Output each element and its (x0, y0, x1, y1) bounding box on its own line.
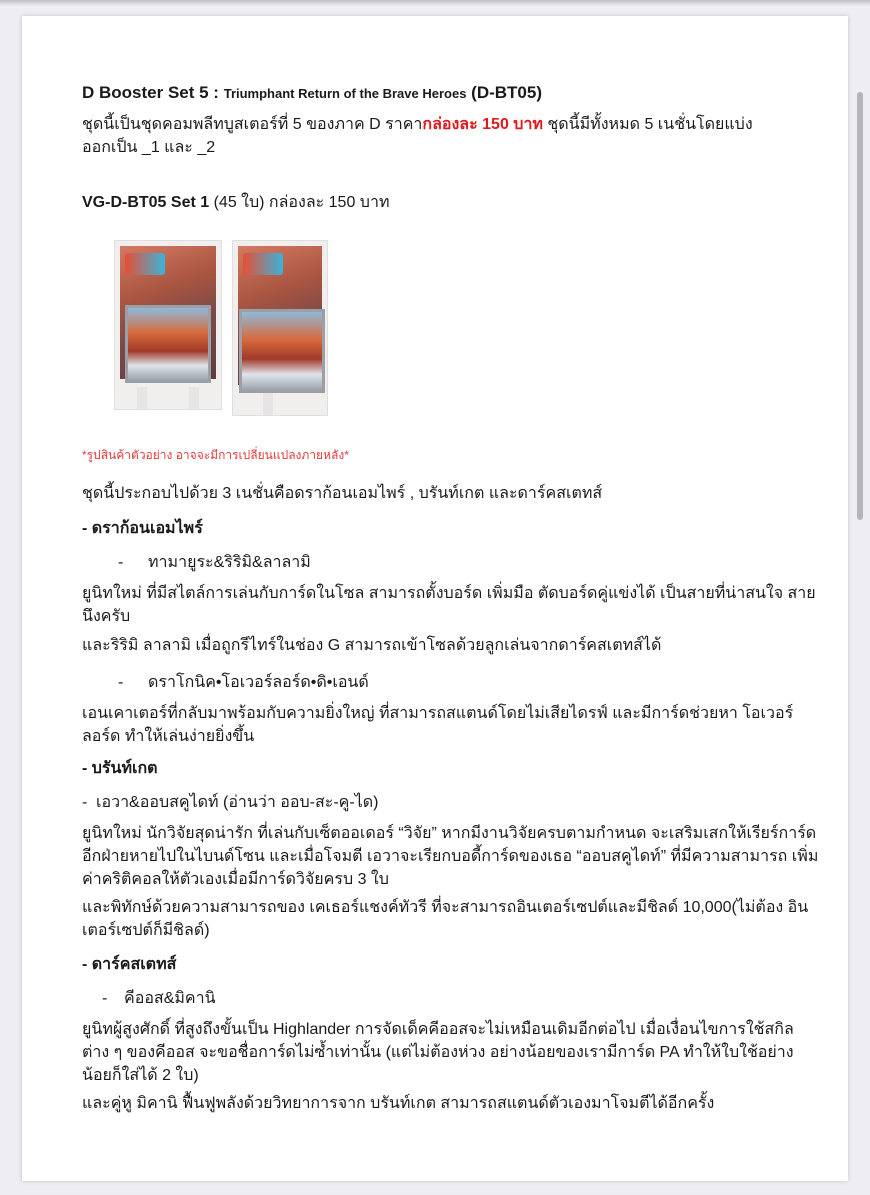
price-highlight: กล่องละ 150 บาท (422, 116, 543, 133)
unit-description: และริริมิ ลาลามิ เมื่อถูกรีไทร์ในช่อง G สามารถเข้าโซลด้วยลูกเล่นจากดาร์คสเตทส์ได้ (82, 637, 662, 654)
product-box-side (232, 240, 328, 416)
unit-name: ทามายูระ&ริริมิ&ลาลามิ (148, 554, 311, 571)
set-details: (45 ใบ) กล่องละ 150 บาท (209, 194, 390, 211)
unit-description: ยูนิทผู้สูงศักดิ์ ที่สูงถึงขั้นเป็น Highlander การจัดเด็คคีออสจะไม่เหมือนเดิมอีกต่อไป เมื่อเงื่อนไขการใช้สกิล ต่าง ๆ ของคีออส จะขอชื่อการ์ดไม่ซ้ำเท่านั้น (แต่ไม่ต้องห่วง อย่างน้อยของเรามีการ์ด PA ทำให้ใบใช้อย่าง น้อยก็ใส่ได้ 2 ใบ) (82, 1021, 794, 1084)
unit-description: ยูนิทใหม่ นักวิจัยสุดน่ารัก ที่เล่นกับเซ็ตออเดอร์ “วิจัย” หากมีงานวิจัยครบตามกำหนด จะเสริมเสกให้เรียร์การ์ด อีกฝ่ายหายไปในไบนด์โซน และเมื่อโจมตี เอวาจะเรียกบอดี้การ์ดของเธอ “ออบสคูไดท์” ที่มีความสามารถ เพิ่มค่าคริติคอลให้ตัวเองเมื่อมีการ์ดวิจัยครบ 3 ใบ (82, 825, 819, 888)
top-shadow-bar (0, 0, 870, 6)
unit-description: เอนเคาเตอร์ที่กลับมาพร้อมกับความยิ่งใหญ่ ที่สามารถสแตนด์โดยไม่เสียไดรฟ์ และมีการ์ดช่วยหา โอเวอร์ ลอร์ด ทำให้เล่นง่ายยิ่งขึ้น (82, 705, 794, 745)
disclaimer-note: *รูปสินค้าตัวอย่าง อาจจะมีการเปลี่ยนแปลงภายหลัง* (82, 448, 349, 462)
unit-name: เอวา&ออบสคูไดท์ (อ่านว่า ออบ-สะ-คู-ได) (96, 794, 379, 811)
scrollbar-thumb[interactable] (857, 92, 863, 520)
set-name: VG-D-BT05 Set 1 (82, 194, 210, 211)
unit-name: ดราโกนิค•โอเวอร์ลอร์ด•ดิ•เอนด์ (148, 674, 369, 691)
title-code: (D-BT05) (471, 83, 543, 102)
document-page (22, 16, 848, 1181)
intro-text-after: ชุดนี้มีทั้งหมด 5 เนชั่นโดยแบ่ง (542, 116, 753, 133)
document-title (82, 80, 832, 107)
set-title (82, 192, 389, 214)
intro-paragraph (82, 113, 832, 159)
intro-text: ชุดนี้เป็นชุดคอมพลีทบูสเตอร์ที่ 5 ของภาค D ราคา (82, 116, 423, 133)
intro-line-2: ออกเป็น _1 และ _2 (82, 139, 216, 156)
unit-name: คีออส&มิคานิ (124, 990, 216, 1007)
unit-description: และพิทักษ์ด้วยความสามารถของ เคเธอร์แชงค์ทัวรี ที่จะสามารถอินเตอร์เซปต์และมีชิลด์ 10,000(ไม่ต้อง อินเตอร์เซปต์ก็มีชิลด์) (82, 899, 809, 939)
unit-item: - ทามายูระ&ริริมิ&ลาลามิ (118, 554, 311, 571)
nation-heading-dragon-empire: - ดราก้อนเอมไพร์ (82, 520, 203, 537)
product-box-front (114, 240, 222, 410)
unit-item: - คีออส&มิคานิ (102, 990, 216, 1007)
composition-paragraph: ชุดนี้ประกอบไปด้วย 3 เนชั่นคือดราก้อนเอมไพร์ , บรันท์เกต และดาร์คสเตทส์ (82, 485, 603, 502)
unit-item: - เอวา&ออบสคูไดท์ (อ่านว่า ออบ-สะ-คู-ได) (82, 794, 379, 811)
unit-item: - ดราโกนิค•โอเวอร์ลอร์ด•ดิ•เอนด์ (118, 674, 369, 691)
nation-heading-dark-states: - ดาร์คสเตทส์ (82, 956, 177, 973)
nation-heading-brandt-gate: - บรันท์เกต (82, 760, 158, 777)
unit-description: และคู่หู มิคานิ ฟื้นฟูพลังด้วยวิทยาการจาก บรันท์เกต สามารถสแตนด์ตัวเองมาโจมตีได้อีกครั้ง (82, 1095, 715, 1112)
title-subtitle: Triumphant Return of the Brave Heroes (223, 86, 467, 101)
unit-description: ยูนิทใหม่ ที่มีสไตล์การเล่นกับการ์ดในโซล สามารถตั้งบอร์ด เพิ่มมือ ตัดบอร์ดคู่แข่งได้ เป็นสายที่น่าสนใจ สายนึงครับ (82, 585, 816, 625)
product-image (114, 238, 330, 416)
title-main: D Booster Set 5 : (82, 83, 219, 102)
document-content (82, 80, 832, 1112)
